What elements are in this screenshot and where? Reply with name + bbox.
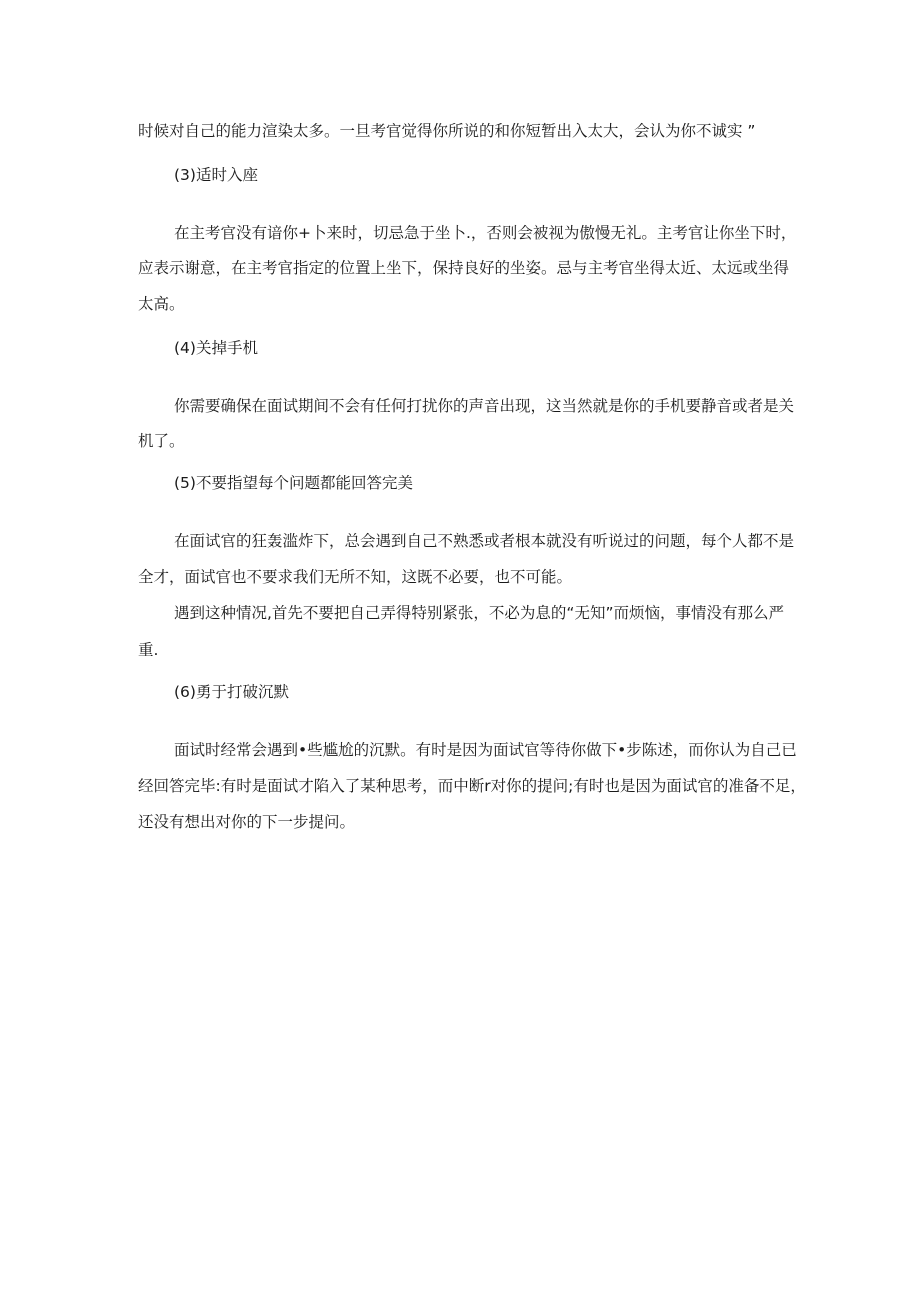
paragraph-line: 在主考官没有谙你+卜来时，切忌急于坐卜.，否则会被视为傲慢无礼。主考官让你坐下时， [174,224,797,242]
paragraph-line: 经回答完毕:有时是面试才陷入了某种思考，而中断r对你的提问;有时也是因为面试官的准备不足， [138,777,806,795]
paragraph-line: 全才，面试官也不要求我们无所不知，这既不必要，也不可能。 [138,568,573,586]
paragraph-line: 机了。 [138,432,185,450]
paragraph-line: 应表示谢意，在主考官指定的位置上坐下，保持良好的坐姿。忌与主考官坐得太近、太远或坐得 [138,259,790,277]
section-heading: (6)勇于打破沉默 [174,683,289,701]
paragraph-line: 面试时经常会遇到•些尴尬的沉默。有时是因为面试官等待你做下•步陈述，而你认为自己已 [174,741,797,759]
paragraph-line: 在面试官的狂轰滥炸下，总会遇到自己不熟悉或者根本就没有听说过的问题，每个人都不是 [174,532,795,550]
section-heading: (3)适时入座 [174,166,258,184]
paragraph-line: 太高。 [138,295,185,313]
paragraph-line: 遇到这种情况,首先不要把自己弄得特别紧张，不必为息的“无知”而烦恼，事情没有那么严 [174,604,784,622]
section-heading: (4)关掉手机 [174,339,258,357]
paragraph-line: 还没有想出对你的下一步提问。 [138,813,356,831]
section-heading: (5)不要指望每个问题都能回答完美 [174,474,413,492]
paragraph-line: 时候对自己的能力渲染太多。一旦考官觉得你所说的和你短暂出入太大，会认为你不诚实 ” [138,122,756,140]
paragraph-line: 重. [138,641,159,659]
paragraph-line: 你需要确保在面试期间不会有任何打扰你的声音出现，这当然就是你的手机要静音或者是关 [174,397,795,415]
